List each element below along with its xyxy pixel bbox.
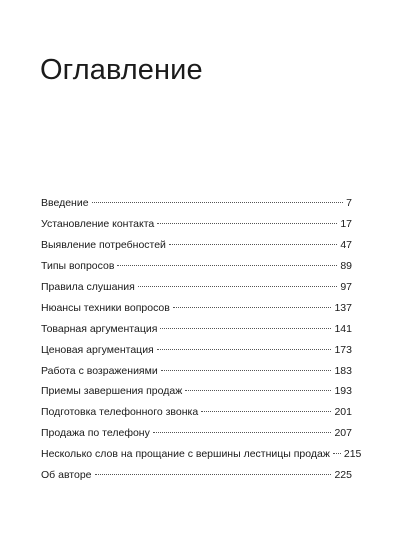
toc-entry: [41, 298, 352, 319]
toc-entry: [41, 381, 352, 402]
toc-entry: [41, 319, 352, 340]
toc-dot-leader: [173, 307, 332, 308]
toc-entry-label: Подготовка телефонного звонка: [41, 406, 199, 419]
toc-entry-page: 89: [340, 259, 352, 272]
toc-entry: [41, 423, 352, 444]
toc-entry: [41, 235, 352, 256]
toc-entry-label: Правила слушания: [41, 280, 135, 293]
toc-dot-leader: [138, 286, 338, 287]
page-title: Оглавление: [40, 54, 203, 86]
table-of-contents: [41, 193, 362, 486]
toc-dot-leader: [161, 370, 332, 371]
toc-entry-page: 183: [334, 364, 352, 377]
toc-entry-label: Установление контакта: [41, 217, 155, 230]
toc-entry: [41, 277, 352, 298]
toc-dot-leader: [169, 244, 337, 245]
toc-entry: [41, 402, 352, 423]
toc-entry-page: 141: [334, 322, 352, 335]
toc-entry: [41, 340, 352, 361]
toc-entry-label: Ценовая аргументация: [41, 343, 154, 356]
toc-entry-label: Типы вопросов: [41, 259, 115, 272]
toc-entry-page: 201: [334, 406, 352, 419]
toc-dot-leader: [201, 411, 331, 412]
toc-entry-page: 215: [343, 448, 362, 461]
toc-entry-page: 207: [334, 427, 352, 440]
toc-entry: [41, 465, 352, 486]
toc-dot-leader: [153, 432, 332, 433]
toc-entry: [41, 444, 362, 465]
toc-dot-leader: [117, 265, 337, 266]
toc-entry: [41, 361, 352, 382]
toc-entry-page: 137: [334, 301, 352, 314]
toc-entry-page: 17: [340, 217, 352, 230]
toc-entry-label: Выявление потребностей: [41, 238, 166, 251]
toc-dot-leader: [185, 390, 331, 391]
toc-dot-leader: [92, 202, 344, 203]
toc-entry-label: Нюансы техники вопросов: [41, 301, 170, 314]
toc-entry-page: 173: [334, 343, 352, 356]
toc-entry-page: 47: [340, 238, 352, 251]
toc-entry-label: Товарная аргументация: [41, 322, 158, 335]
toc-entry-label: Продажа по телефону: [41, 427, 150, 440]
toc-entry-label: Работа с возражениями: [41, 364, 158, 377]
toc-entry-page: 193: [334, 385, 352, 398]
toc-dot-leader: [157, 223, 337, 224]
toc-entry-label: Об авторе: [41, 469, 92, 482]
toc-entry-label: Приемы завершения продаж: [41, 385, 183, 398]
toc-entry-page: 97: [340, 280, 352, 293]
toc-dot-leader: [160, 328, 331, 329]
toc-dot-leader: [95, 474, 332, 475]
toc-entry: [41, 193, 352, 214]
toc-dot-leader: [333, 453, 341, 454]
toc-entry-label: Несколько слов на прощание с вершины лестницы продаж: [41, 448, 330, 461]
toc-dot-leader: [157, 349, 332, 350]
toc-entry-label: Введение: [41, 197, 89, 209]
toc-entry-page: 225: [334, 469, 352, 482]
toc-entry: [41, 256, 352, 277]
toc-entry: [41, 214, 352, 235]
toc-entry-page: 7: [346, 197, 352, 209]
